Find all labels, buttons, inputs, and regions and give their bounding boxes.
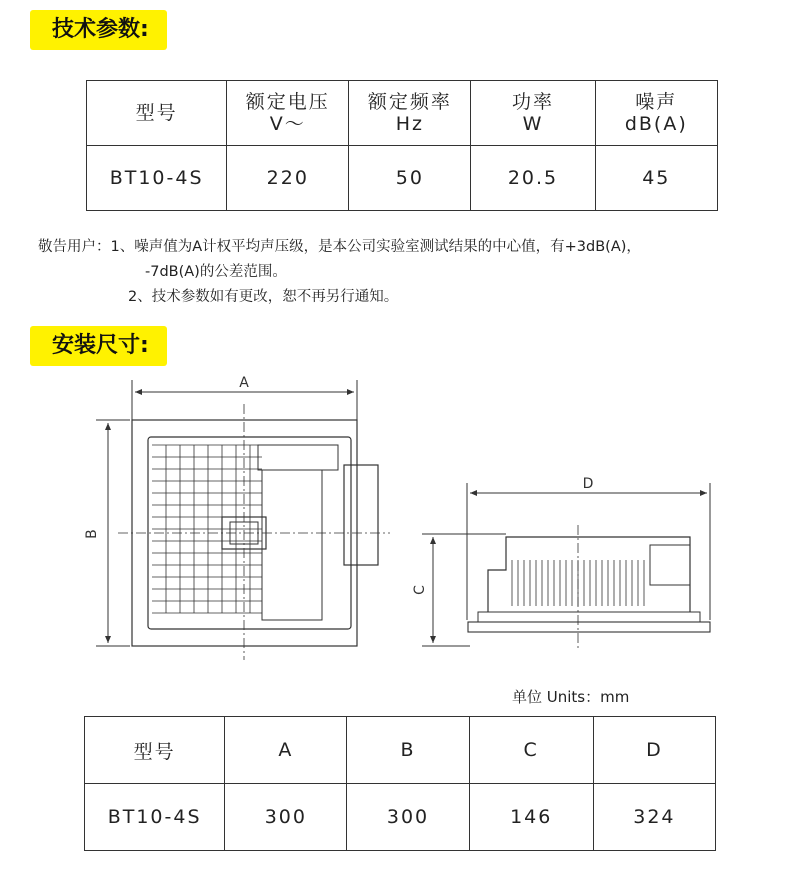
- header-noise: [595, 81, 717, 146]
- header-unit: V～: [269, 113, 306, 135]
- cell-voltage: 220: [227, 146, 349, 211]
- notice-line-2: -7dB(A)的公差范围。: [145, 264, 287, 280]
- header-model: [87, 81, 227, 146]
- label-d: D: [582, 476, 594, 492]
- header-rated-voltage: [227, 81, 349, 146]
- cell-noise: 45: [595, 146, 717, 211]
- notice-line-3: 2、技术参数如有更改，恕不再另行通知。: [128, 289, 399, 305]
- header-label: 型号: [135, 102, 178, 124]
- label-a: A: [239, 375, 249, 391]
- cell-d: 324: [593, 784, 715, 851]
- header-power: [471, 81, 595, 146]
- header-b: B: [347, 717, 469, 784]
- side-view: [468, 525, 710, 650]
- table-row: [87, 146, 718, 211]
- header-model: 型号: [85, 717, 225, 784]
- user-notice: [38, 235, 641, 310]
- dimensions-table: [84, 716, 716, 851]
- cell-c: 146: [469, 784, 593, 851]
- label-c: C: [412, 585, 428, 595]
- label-b: B: [84, 529, 100, 539]
- cell-frequency: 50: [349, 146, 471, 211]
- install-dims-title: 安装尺寸:: [30, 326, 167, 366]
- header-label: 额定电压: [245, 91, 330, 113]
- header-a: A: [225, 717, 347, 784]
- table-header-row: [87, 81, 718, 146]
- header-unit: W: [522, 113, 544, 135]
- table-header-row: [85, 717, 716, 784]
- cell-model: BT10-4S: [85, 784, 225, 851]
- header-rated-frequency: [349, 81, 471, 146]
- top-view: [118, 404, 390, 660]
- header-label: 额定频率: [367, 91, 452, 113]
- units-label: 单位 Units：mm: [512, 688, 630, 706]
- notice-line-1: 敬告用户：1、噪声值为A计权平均声压级，是本公司实验室测试结果的中心值，有+3dB(A)，: [38, 239, 641, 255]
- dimension-d: [467, 476, 710, 620]
- installation-drawing: [0, 360, 800, 670]
- tech-params-title: 技术参数:: [30, 10, 167, 50]
- header-label: 功率: [511, 91, 554, 113]
- dimension-c: [412, 534, 506, 646]
- table-row: [85, 784, 716, 851]
- cell-model: BT10-4S: [87, 146, 227, 211]
- dimension-a: [132, 375, 357, 420]
- cell-a: 300: [225, 784, 347, 851]
- header-c: C: [469, 717, 593, 784]
- header-unit: dB(A): [624, 113, 688, 135]
- header-unit: Hz: [395, 113, 424, 135]
- cell-power: 20.5: [471, 146, 595, 211]
- cell-b: 300: [347, 784, 469, 851]
- header-label: 噪声: [635, 91, 678, 113]
- tech-params-table: [86, 80, 718, 211]
- header-d: D: [593, 717, 715, 784]
